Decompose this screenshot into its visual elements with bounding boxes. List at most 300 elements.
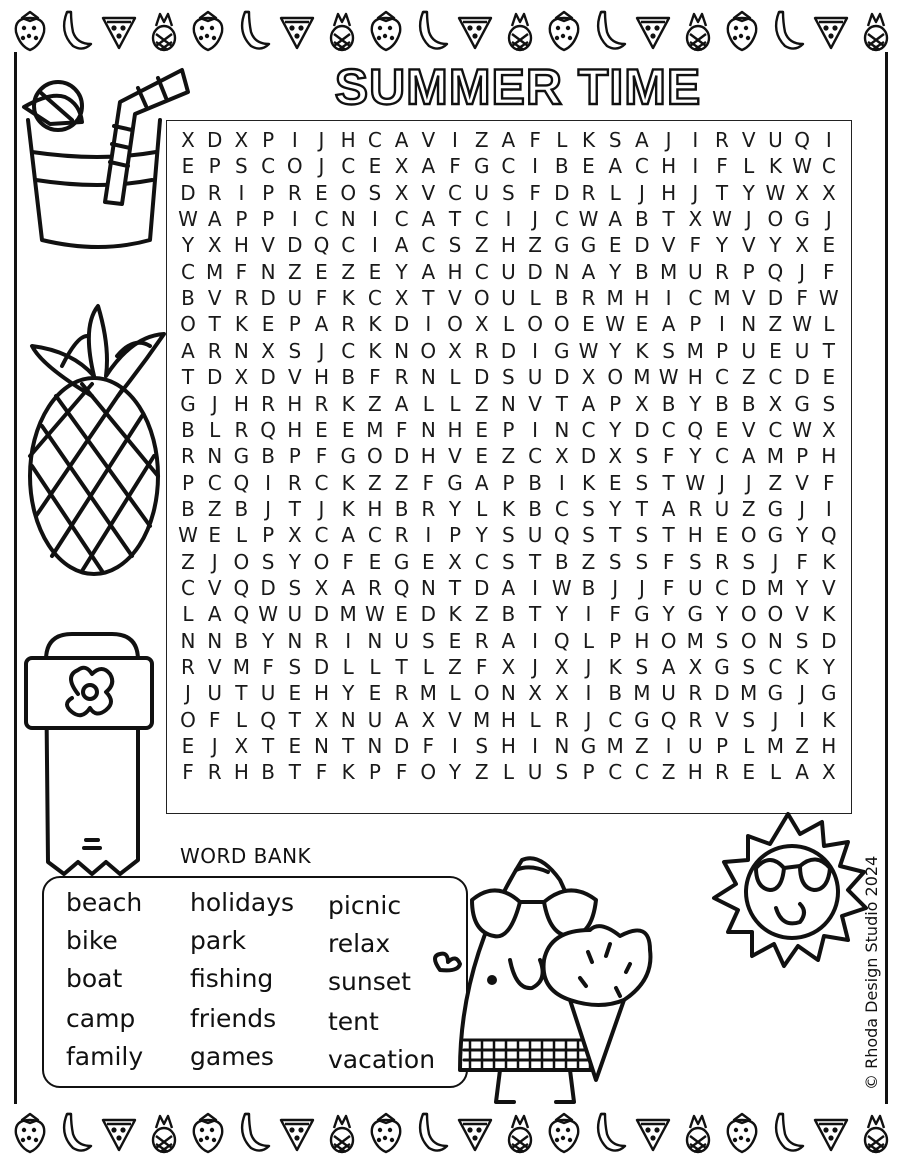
grid-letter: D (500, 338, 517, 363)
grid-letter: A (741, 444, 756, 469)
grid-letter: Z (661, 760, 676, 785)
grid-letter: V (287, 365, 302, 390)
grid-letter: G (767, 681, 784, 706)
grid-letter: G (794, 207, 810, 232)
grid-letter: Q (553, 523, 570, 548)
strawberry-icon (188, 8, 228, 52)
grid-letter: X (688, 655, 703, 679)
grid-letter: O (740, 628, 757, 653)
grid-letter: O (767, 602, 784, 627)
grid-letter: T (448, 575, 462, 600)
grid-letter: F (796, 549, 808, 574)
grid-letter: H (500, 233, 516, 258)
grid-letter: E (742, 760, 755, 785)
grid-letter: M (766, 444, 785, 469)
grid-letter: T (288, 496, 301, 521)
grid-letter: A (501, 575, 516, 600)
grid-letter: I (558, 470, 565, 495)
grid-letter: Y (448, 760, 462, 785)
grid-letter: O (180, 312, 196, 337)
grid-letter: T (288, 760, 301, 785)
strawberry-icon (544, 8, 584, 52)
grid-letter: Y (795, 575, 809, 600)
grid-letter: R (688, 681, 703, 706)
grid-letter: O (660, 628, 677, 653)
grid-letter: U (207, 681, 222, 706)
grid-letter: C (474, 259, 489, 284)
grid-letter: X (314, 575, 329, 600)
word-bank-word: bike (66, 926, 118, 955)
banana-icon (55, 8, 95, 52)
grid-letter: X (421, 707, 436, 732)
grid-letter: S (475, 734, 489, 759)
grid-letter: K (341, 760, 355, 785)
sunscreen-tube-icon (12, 630, 162, 880)
grid-letter: S (555, 760, 569, 785)
grid-letter: I (825, 496, 832, 521)
grid-letter: P (235, 207, 248, 232)
grid-letter: K (608, 655, 622, 679)
grid-letter: V (715, 707, 729, 732)
grid-letter: T (662, 470, 675, 495)
grid-letter: H (500, 734, 516, 759)
grid-letter: L (235, 707, 247, 732)
grid-letter: Q (233, 575, 250, 600)
grid-letter: V (795, 470, 809, 495)
grid-letter: X (448, 549, 462, 574)
grid-letter: W (178, 207, 198, 232)
grid-letter: S (635, 444, 649, 469)
grid-letter: E (368, 549, 382, 574)
grid-letter: S (261, 549, 275, 574)
grid-letter: B (501, 602, 516, 627)
grid-letter: R (394, 681, 409, 706)
grid-letter: P (609, 391, 622, 416)
grid-letter: M (659, 259, 678, 284)
grid-letter: W (551, 575, 572, 600)
grid-letter: C (528, 444, 543, 469)
grid-letter: A (314, 312, 329, 337)
grid-letter: U (741, 338, 756, 363)
grid-letter: X (795, 180, 809, 205)
grid-letter: A (661, 655, 676, 679)
grid-letter: Y (662, 602, 675, 627)
grid-letter: N (394, 338, 410, 363)
grid-letter: U (661, 681, 676, 706)
grid-letter: J (265, 496, 272, 521)
grid-letter: L (449, 681, 461, 706)
grid-letter: R (581, 286, 596, 311)
grid-letter: A (394, 391, 409, 416)
grid-letter: B (181, 417, 195, 442)
grid-letter: R (421, 496, 436, 521)
grid-letter: N (741, 312, 757, 337)
grid-letter: D (821, 628, 837, 653)
grid-letter: C (608, 707, 623, 732)
watermelon-slice-icon (277, 1110, 317, 1154)
grid-letter: X (821, 760, 836, 785)
grid-letter: Z (474, 128, 489, 152)
grid-letter: D (740, 575, 757, 600)
grid-letter: J (318, 496, 325, 521)
grid-letter: E (368, 154, 382, 179)
grid-letter: F (823, 259, 835, 284)
grid-letter: V (421, 180, 436, 205)
grid-letter: K (822, 549, 836, 574)
grid-letter: I (291, 128, 298, 152)
grid-letter: X (795, 233, 809, 258)
grid-letter: X (394, 286, 409, 311)
grid-letter: D (260, 575, 276, 600)
grid-letter: X (234, 734, 249, 759)
grid-letter: F (342, 549, 354, 574)
grid-letter: H (687, 523, 703, 548)
grid-letter: Y (342, 681, 355, 706)
grid-letter: H (287, 391, 303, 416)
grid-letter: C (768, 365, 783, 390)
bottom-fruit-border (0, 1108, 900, 1158)
grid-letter: L (743, 734, 755, 759)
grid-letter: Q (233, 602, 250, 627)
word-bank-word: camp (66, 1004, 136, 1033)
strawberry-icon (366, 1110, 406, 1154)
grid-letter: N (314, 734, 329, 759)
grid-letter: K (501, 496, 515, 521)
grid-letter: D (393, 734, 410, 759)
grid-letter: N (180, 628, 196, 653)
grid-letter: H (821, 734, 837, 759)
grid-letter: J (211, 391, 218, 416)
grid-letter: Y (448, 496, 462, 521)
grid-letter: Z (741, 365, 756, 390)
grid-letter: R (474, 338, 489, 363)
grid-letter: N (420, 417, 436, 442)
grid-letter: Z (448, 655, 462, 679)
grid-letter: Z (795, 734, 809, 759)
grid-letter: G (233, 444, 250, 469)
grid-letter: S (715, 628, 729, 653)
grid-letter: F (449, 154, 461, 179)
grid-letter: R (715, 760, 729, 785)
grid-letter: N (500, 391, 516, 416)
grid-letter: Q (233, 470, 250, 495)
grid-letter: X (581, 365, 596, 390)
grid-letter: J (772, 549, 779, 574)
grid-letter: C (554, 496, 569, 521)
grid-letter: M (339, 602, 357, 627)
grid-letter: D (260, 286, 276, 311)
grid-letter: X (554, 681, 569, 706)
grid-letter: Y (609, 417, 622, 442)
pineapple-icon (322, 8, 362, 52)
grid-letter: L (556, 128, 568, 152)
grid-letter: A (581, 259, 596, 284)
grid-letter: O (473, 681, 490, 706)
grid-letter: T (342, 734, 355, 759)
strawberry-icon (188, 1110, 228, 1154)
grid-letter: B (341, 365, 356, 390)
grid-letter: N (500, 681, 516, 706)
grid-letter: G (821, 681, 837, 706)
grid-letter: X (768, 391, 783, 416)
grid-letter: A (501, 628, 516, 653)
grid-letter: C (608, 760, 623, 785)
grid-letter: H (687, 365, 703, 390)
word-bank-word: vacation (328, 1045, 436, 1074)
pineapple-icon (856, 8, 896, 52)
grid-letter: C (421, 233, 436, 258)
grid-letter: L (529, 286, 541, 311)
grid-letter: X (554, 655, 569, 679)
grid-letter: N (340, 207, 356, 232)
grid-letter: L (609, 180, 621, 205)
banana-icon (411, 1110, 451, 1154)
grid-letter: O (313, 549, 330, 574)
grid-letter: B (741, 391, 756, 416)
grid-letter: J (585, 707, 592, 732)
grid-letter: C (821, 154, 836, 179)
grid-letter: G (554, 233, 570, 258)
grid-letter: A (661, 496, 676, 521)
grid-letter: F (529, 180, 541, 205)
grid-letter: U (501, 286, 516, 311)
grid-letter: V (741, 233, 756, 258)
grid-letter: D (767, 286, 784, 311)
grid-letter: Q (260, 417, 276, 442)
grid-letter: G (767, 496, 784, 521)
grid-letter: K (581, 470, 596, 495)
grid-letter: C (715, 444, 729, 469)
grid-letter: A (795, 760, 809, 785)
grid-letter: J (638, 180, 645, 205)
grid-letter: S (288, 655, 302, 679)
grid-letter: D (393, 444, 410, 469)
grid-letter: P (262, 180, 275, 205)
grid-letter: N (554, 259, 570, 284)
word-bank-word: family (66, 1042, 144, 1071)
grid-letter: T (288, 707, 301, 732)
grid-letter: E (822, 365, 836, 390)
grid-letter: Z (394, 470, 409, 495)
grid-letter: W (365, 602, 385, 627)
grid-letter: W (765, 180, 786, 205)
grid-letter: Q (313, 233, 330, 258)
grid-letter: C (688, 286, 703, 311)
grid-letter: K (341, 391, 355, 416)
grid-letter: U (687, 734, 703, 759)
grid-letter: B (635, 259, 649, 284)
grid-letter: B (528, 470, 542, 495)
grid-letter: W (792, 417, 812, 442)
grid-letter: I (452, 128, 458, 152)
grid-letter: X (234, 365, 249, 390)
grid-letter: R (341, 312, 356, 337)
grid-letter: V (741, 286, 756, 311)
grid-letter: E (715, 417, 729, 442)
grid-letter: Y (181, 233, 195, 258)
grid-letter: E (315, 259, 328, 284)
watermelon-slice-icon (277, 8, 317, 52)
grid-letter: V (741, 128, 756, 152)
grid-letter: D (527, 259, 543, 284)
grid-letter: T (528, 549, 542, 574)
pineapple-icon (856, 1110, 896, 1154)
grid-letter: O (340, 180, 357, 205)
grid-letter: T (181, 365, 195, 390)
grid-letter: Q (393, 575, 410, 600)
grid-letter: R (181, 655, 195, 679)
grid-letter: E (769, 338, 782, 363)
grid-letter: F (422, 734, 435, 759)
grid-letter: X (394, 154, 409, 179)
grid-letter: J (185, 681, 191, 706)
grid-letter: N (233, 338, 249, 363)
grid-letter: I (371, 233, 378, 258)
grid-letter: R (581, 180, 596, 205)
grid-letter: D (794, 365, 810, 390)
grid-letter: Z (207, 496, 222, 521)
grid-letter: C (715, 365, 729, 390)
watermelon-slice-icon (633, 1110, 673, 1154)
grid-letter: I (532, 575, 539, 600)
grid-letter: Z (474, 760, 489, 785)
grid-letter: V (261, 233, 275, 258)
grid-letter: I (291, 207, 298, 232)
grid-letter: S (502, 549, 515, 574)
grid-letter: L (476, 496, 488, 521)
grid-letter: P (796, 444, 809, 469)
grid-letter: Z (287, 259, 302, 284)
grid-letter: A (207, 207, 222, 232)
grid-letter: P (262, 523, 275, 548)
grid-letter: G (580, 233, 597, 258)
grid-letter: F (529, 128, 541, 152)
grid-letter: J (825, 207, 832, 232)
grid-letter: L (449, 365, 461, 390)
strawberry-icon (366, 8, 406, 52)
grid-letter: P (609, 628, 622, 653)
grid-letter: G (554, 338, 570, 363)
grid-letter: J (745, 470, 752, 495)
grid-letter: C (661, 417, 676, 442)
grid-letter: Q (553, 628, 570, 653)
grid-letter: T (555, 391, 568, 416)
watermelon-slice-icon (633, 8, 673, 52)
grid-letter: X (234, 128, 249, 152)
grid-letter: C (367, 128, 382, 152)
grid-letter: V (207, 655, 222, 679)
grid-letter: V (207, 575, 222, 600)
grid-letter: E (421, 549, 435, 574)
grid-letter: N (287, 628, 303, 653)
grid-letter: P (502, 470, 515, 495)
grid-letter: V (448, 286, 462, 311)
grid-letter: F (662, 575, 675, 600)
grid-letter: G (580, 734, 597, 759)
grid-letter: B (261, 760, 275, 785)
grid-letter: W (818, 286, 839, 311)
grid-letter: Y (609, 496, 622, 521)
grid-letter: I (665, 286, 672, 311)
grid-letter: Z (474, 602, 489, 627)
grid-letter: V (207, 286, 222, 311)
grid-letter: I (799, 707, 806, 732)
grid-letter: Z (368, 391, 382, 416)
grid-letter: M (686, 628, 704, 653)
grid-letter: N (367, 628, 383, 653)
grid-letter: I (532, 154, 539, 179)
grid-letter: D (180, 180, 196, 205)
grid-letter: V (448, 444, 462, 469)
word-bank-word: games (190, 1042, 274, 1071)
grid-letter: C (474, 549, 489, 574)
grid-letter: E (261, 312, 275, 337)
grid-letter: X (207, 233, 222, 258)
grid-letter: F (395, 417, 408, 442)
grid-letter: I (532, 417, 539, 442)
grid-letter: V (421, 128, 436, 152)
grid-letter: K (795, 655, 809, 679)
grid-letter: C (554, 207, 569, 232)
grid-letter: J (799, 496, 806, 521)
grid-letter: S (635, 655, 649, 679)
grid-letter: U (287, 602, 303, 627)
grid-letter: Q (660, 707, 677, 732)
grid-letter: O (447, 312, 463, 337)
grid-letter: Y (555, 602, 568, 627)
grid-letter: D (634, 417, 650, 442)
grid-letter: G (634, 707, 650, 732)
grid-letter: S (582, 523, 595, 548)
grid-letter: D (554, 365, 570, 390)
grid-letter: B (181, 286, 195, 311)
grid-letter: F (315, 444, 328, 469)
grid-letter: A (421, 154, 436, 179)
grid-letter: R (287, 470, 302, 495)
grid-letter: L (235, 523, 247, 548)
grid-letter: S (502, 365, 515, 390)
grid-letter: J (585, 655, 592, 679)
grid-letter: L (502, 760, 514, 785)
word-bank-word: holidays (190, 888, 295, 917)
grid-letter: R (234, 286, 249, 311)
grid-letter: U (687, 259, 703, 284)
grid-letter: J (612, 575, 619, 600)
word-bank-word: sunset (328, 967, 411, 996)
grid-letter: F (395, 760, 408, 785)
grid-letter: P (262, 128, 275, 152)
grid-letter: A (421, 259, 436, 284)
grid-letter: W (685, 470, 706, 495)
grid-letter: A (181, 338, 195, 363)
grid-letter: G (687, 602, 704, 627)
grid-letter: N (340, 707, 356, 732)
grid-letter: W (258, 602, 278, 627)
grid-letter: K (341, 496, 355, 521)
grid-letter: V (795, 602, 809, 627)
grid-letter: T (235, 681, 248, 706)
word-bank-word: park (190, 926, 246, 955)
grid-letter: E (315, 180, 328, 205)
grid-letter: F (262, 655, 274, 679)
grid-letter: H (313, 365, 330, 390)
sun-mascot-icon (700, 808, 880, 978)
grid-letter: B (661, 391, 676, 416)
grid-letter: A (661, 312, 676, 337)
grid-letter: O (740, 523, 757, 548)
grid-letter: Y (715, 233, 729, 258)
grid-letter: I (532, 734, 539, 759)
